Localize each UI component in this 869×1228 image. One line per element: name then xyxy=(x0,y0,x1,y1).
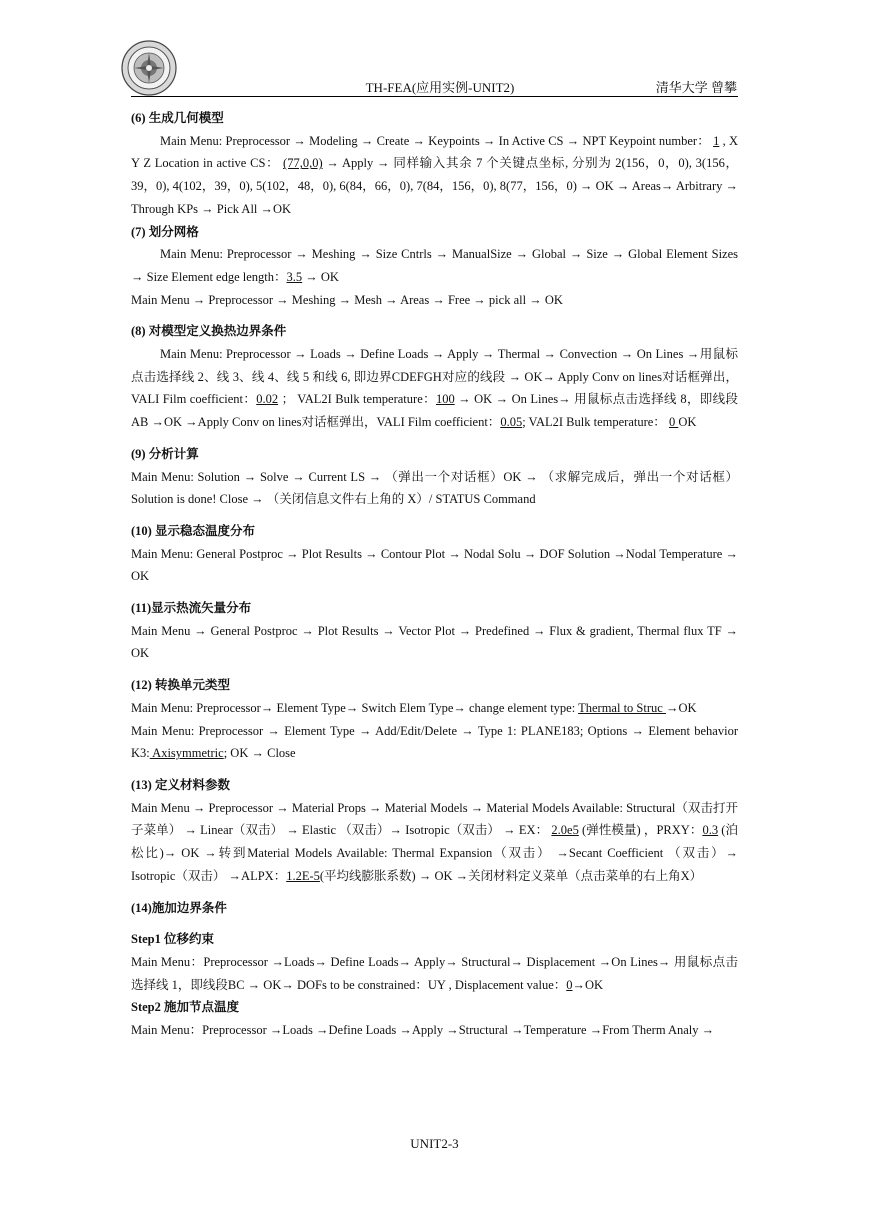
section-11-title: (11)显示热流矢量分布 xyxy=(131,601,252,616)
displacement-value: 0 xyxy=(566,977,573,992)
location-value: (77,0,0) xyxy=(283,156,323,171)
section-12-text-1: Main Menu: Preprocessor→ Element Type→ Switch Elem Type→ change element type: Thermal to Struc →OK xyxy=(131,700,697,715)
header-title: TH-FEA(应用实例-UNIT2) xyxy=(365,80,515,95)
section-10-title: (10) 显示稳态温度分布 xyxy=(131,523,255,538)
section-7-text: Main Menu: Preprocessor → Meshing → Size Cntrls → ManualSize → Global → Size → Global Element Sizes → Size Element edge length：3.5 → OK xyxy=(131,247,738,284)
section-12-title: (12) 转换单元类型 xyxy=(131,678,230,693)
section-6-title: (6) 生成几何模型 xyxy=(131,111,224,125)
university-seal-logo xyxy=(121,40,177,96)
ex-value: 2.0e5 xyxy=(551,823,579,838)
section-13-title: (13) 定义材料参数 xyxy=(131,777,230,792)
section-13-text: Main Menu → Preprocessor → Material Props → Material Models → Material Models Available: Structural（双击打开子菜单） → Linear（双击） → Elastic （双击）→ Isotropic（双击） → EX： 2.0e5 (弹性模量) ，PRXY：0.3 (泊松比)→ OK →转到Material Models Available: Thermal Expansion（双击） →Secant Coefficient （双击）→ Isotropic（双击） →ALPX：1.2E-5(平均线膨胀系数) → OK →关闭材料定义菜单（点击菜单的右上角X） xyxy=(131,800,739,883)
step2-text: Main Menu：Preprocessor →Loads →Define Loads →Apply →Structural →Temperature →From Therm Analy → xyxy=(131,1023,715,1038)
page-number: UNIT2-3 xyxy=(410,1136,459,1151)
section-10-text: Main Menu: General Postproc → Plot Results → Contour Plot → Nodal Solu → DOF Solution →Nodal Temperature → OK xyxy=(131,546,738,584)
section-11-text: Main Menu → General Postproc → Plot Results → Vector Plot → Predefined → Flux & gradient, Thermal flux TF → OK xyxy=(131,623,738,661)
film-coefficient-1: 0.02 xyxy=(256,392,279,407)
section-8-title: (8) 对模型定义换热边界条件 xyxy=(131,324,287,339)
header-rule xyxy=(131,96,738,97)
bulk-temperature-2: 0 xyxy=(668,415,679,430)
section-12-text-2: Main Menu: Preprocessor → Element Type → Add/Edit/Delete → Type 1: PLANE183; Options → Element behavior K3: Axisymmetric; OK → Close xyxy=(131,723,738,761)
film-coefficient-2: 0.05 xyxy=(500,415,523,430)
main-content xyxy=(131,107,738,1042)
section-7-title: (7) 划分网格 xyxy=(131,224,199,239)
section-7-line2: Main Menu → Preprocessor → Meshing → Mesh → Areas → Free → pick all → OK xyxy=(131,292,563,307)
keypoint-number-value: 1 xyxy=(713,133,720,148)
prxy-value: 0.3 xyxy=(702,823,719,838)
header-author: 清华大学 曾攀 xyxy=(655,80,737,95)
step1-title: Step1 位移约束 xyxy=(131,932,214,947)
alpx-value: 1.2E-5 xyxy=(286,868,320,883)
axisymmetric-value: Axisymmetric xyxy=(149,746,224,761)
section-8-text: Main Menu: Preprocessor → Loads → Define Loads → Apply → Thermal → Convection → On Lines →用鼠标点击选择线 2、线 3、线 4、线 5 和线 6, 即边界CDEFGH对应的线段 → OK→ Apply Conv on lines对话框弹出，VALI Film coefficient：0.02 ； VAL2I Bulk temperature：100 → OK → On Lines→ 用鼠标点击选择线 8，即线段AB →OK →Apply Conv on lines对话框弹出，VALI Film coefficient：0.05; VAL2I Bulk temperature： 0 OK xyxy=(131,347,738,430)
section-9-title: (9) 分析计算 xyxy=(131,446,199,461)
step1-text: Main Menu：Preprocessor →Loads→ Define Loads→ Apply→ Structural→ Displacement →On Lines→ 用鼠标点击选择线 1，即线段BC → OK→ DOFs to be constrained：UY , Displacement value：0→OK xyxy=(131,954,738,992)
section-14-title: (14)施加边界条件 xyxy=(131,900,227,915)
step2-title: Step2 施加节点温度 xyxy=(131,1000,239,1015)
section-6-text: Main Menu: Preprocessor → Modeling → Create → Keypoints → In Active CS → NPT Keypoint number： 1 , X Y Z Location in active CS： (77,0,0) → Apply → 同样输入其余 7 个关键点坐标, 分别为 2(156，0，0), 3(156，39，0), 4(102，39，0), 5(102，48，0), 6(84，66，0), 7(84，156，0), 8(77，156，0) → OK → Areas→ Arbitrary → Through KPs → Pick All →OK xyxy=(131,133,738,216)
thermal-to-struc-value: Thermal to Struc xyxy=(578,700,666,715)
edge-length-value: 3.5 xyxy=(286,269,303,284)
section-9-text: Main Menu: Solution → Solve → Current LS → （弹出一个对话框）OK → （求解完成后，弹出一个对话框）Solution is done! Close → （关闭信息文件右上角的 X）/ STATUS Command xyxy=(131,469,738,507)
bulk-temperature-1: 100 xyxy=(435,392,455,407)
